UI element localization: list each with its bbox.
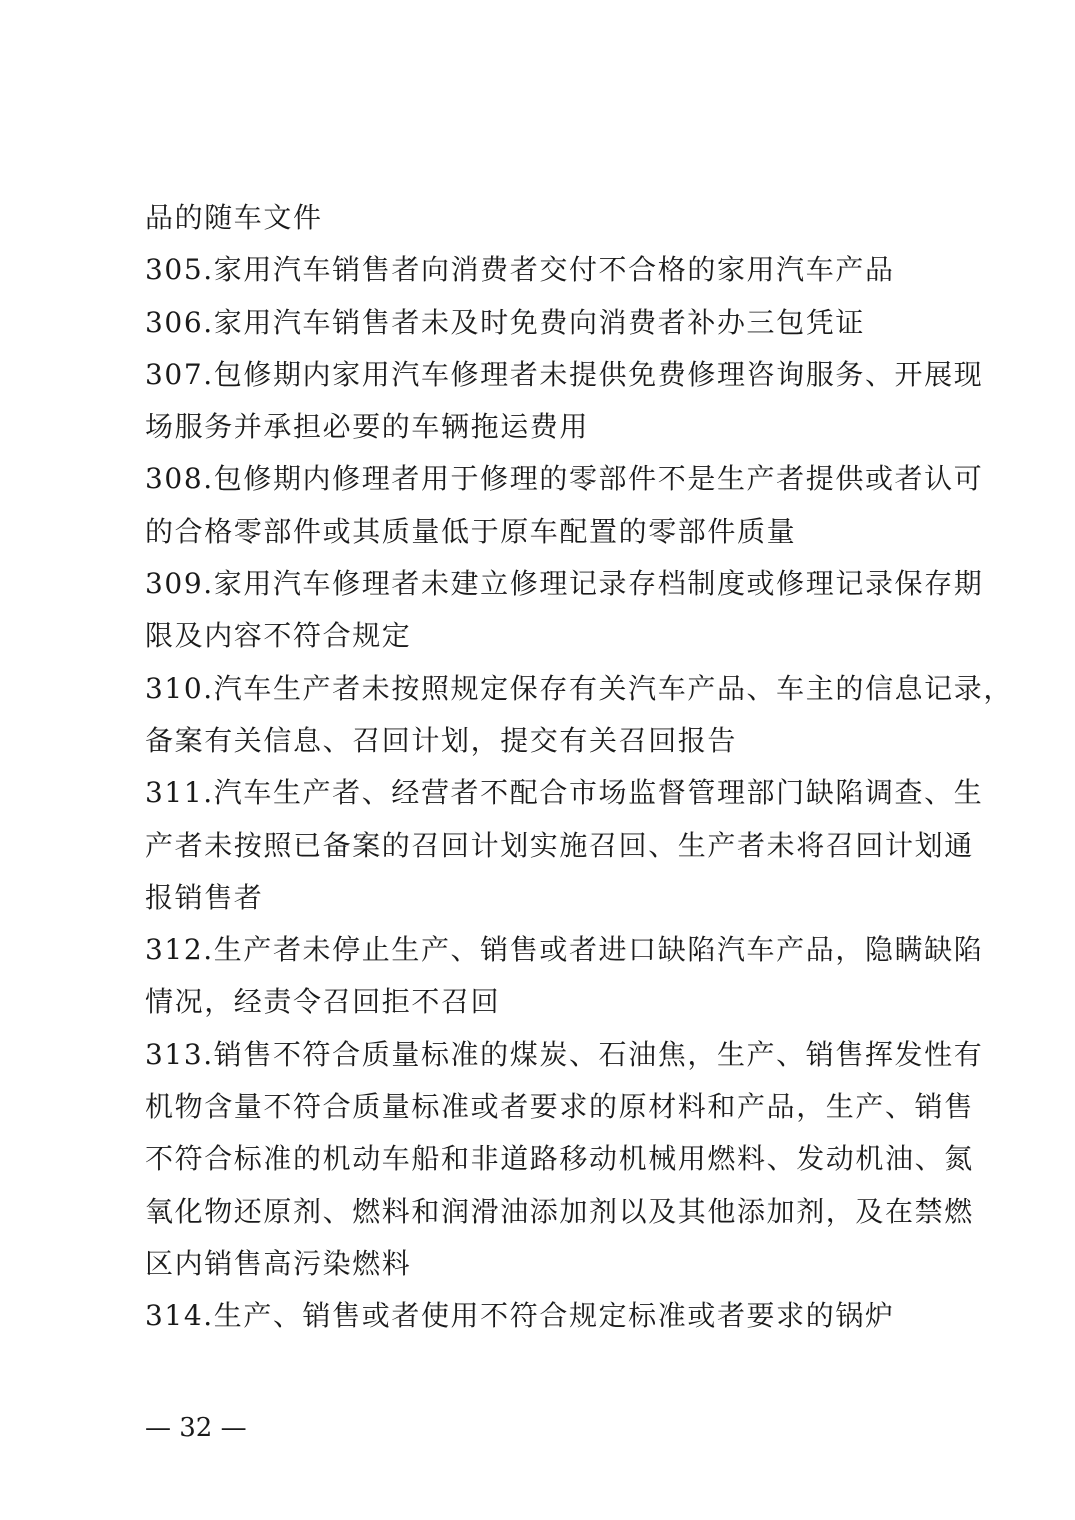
text-line: 307.包修期内家用汽车修理者未提供免费修理咨询服务、开展现 [145, 357, 984, 391]
text-line: 306.家用汽车销售者未及时免费向消费者补办三包凭证 [145, 305, 865, 339]
text-line: 氧化物还原剂、燃料和润滑油添加剂以及其他添加剂，及在禁燃 [145, 1194, 974, 1228]
text-line: 313.销售不符合质量标准的煤炭、石油焦，生产、销售挥发性有 [145, 1037, 984, 1071]
text-line: 311.汽车生产者、经营者不配合市场监督管理部门缺陷调查、生 [145, 776, 984, 810]
text-line: 309.家用汽车修理者未建立修理记录存档制度或修理记录保存期 [145, 567, 984, 601]
text-line: 产者未按照已备案的召回计划实施召回、生产者未将召回计划通 [145, 828, 974, 862]
text-line: 报销售者 [145, 880, 264, 914]
body-text [145, 192, 1013, 1343]
text-line: 的合格零部件或其质量低于原车配置的零部件质量 [145, 514, 797, 548]
text-line: 308.包修期内修理者用于修理的零部件不是生产者提供或者认可 [145, 462, 984, 496]
text-line: 310.汽车生产者未按照规定保存有关汽车产品、车主的信息记录， [145, 671, 1013, 705]
text-line: 情况，经责令召回拒不召回 [145, 985, 501, 1019]
text-line: 305.家用汽车销售者向消费者交付不合格的家用汽车产品 [145, 253, 895, 287]
text-line: 场服务并承担必要的车辆拖运费用 [145, 410, 590, 444]
text-line: 机物含量不符合质量标准或者要求的原材料和产品，生产、销售 [145, 1090, 974, 1124]
text-line: 品的随车文件 [145, 201, 323, 234]
page-number: — 32 — [145, 1413, 247, 1443]
text-line: 备案有关信息、召回计划，提交有关召回报告 [145, 723, 738, 757]
text-line: 限及内容不符合规定 [145, 619, 412, 653]
text-line: 不符合标准的机动车船和非道路移动机械用燃料、发动机油、氮 [145, 1142, 974, 1176]
text-line: 312.生产者未停止生产、销售或者进口缺陷汽车产品，隐瞒缺陷 [145, 933, 984, 967]
text-line: 区内销售高污染燃料 [145, 1246, 412, 1280]
text-line: 314.生产、销售或者使用不符合规定标准或者要求的锅炉 [145, 1299, 895, 1333]
